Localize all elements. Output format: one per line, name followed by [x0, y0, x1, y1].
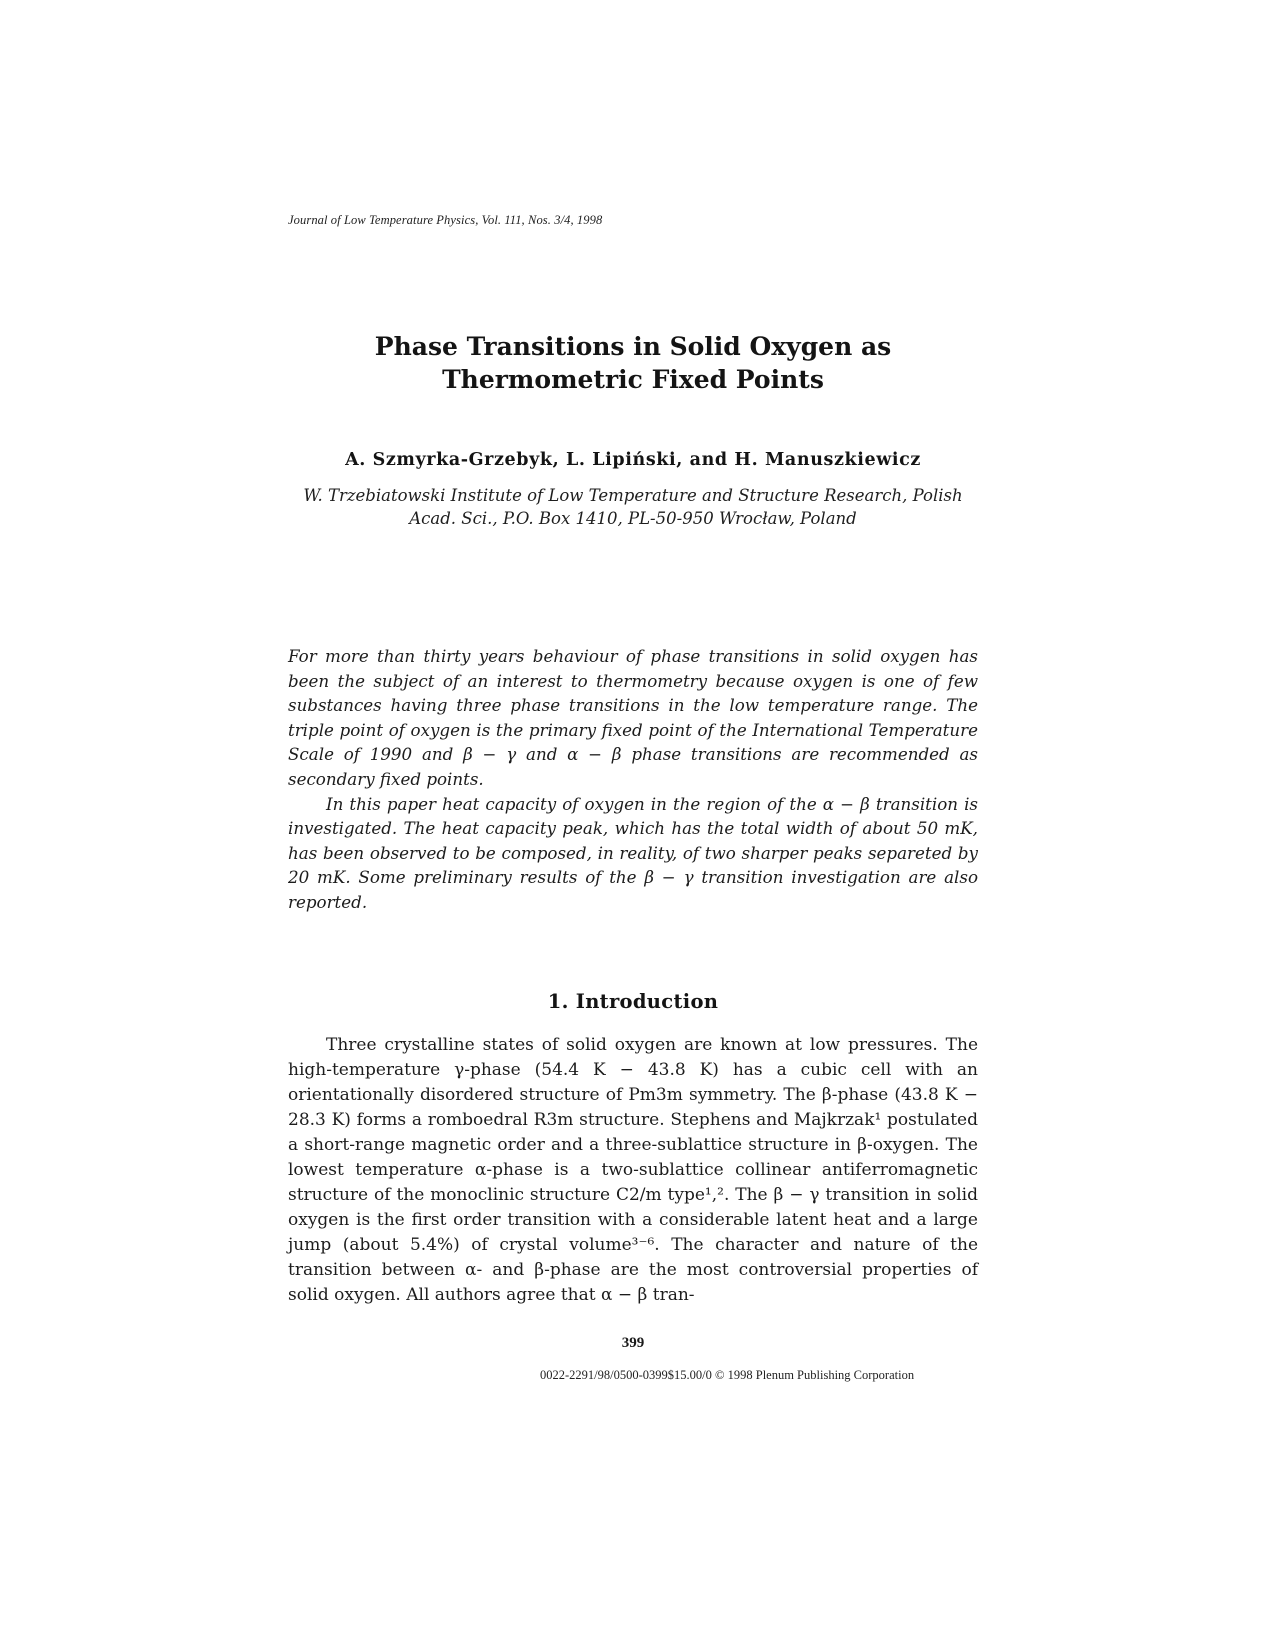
- affiliation: [300, 484, 966, 530]
- abstract-paragraph-1: For more than thirty years behaviour of phase transitions in solid oxygen has been the subject of an interest to thermometry because oxygen is one of few substances having three phase transitions in the low temperature range. The triple point of oxygen is the primary fixed point of the International Temperature Scale of 1990 and β − γ and α − β phase transitions are recommended as secondary fixed points.: [288, 646, 978, 789]
- page-number: 399: [621, 1335, 645, 1351]
- section-heading: 1. Introduction: [547, 990, 719, 1013]
- title-line-2: Thermometric Fixed Points: [442, 365, 824, 394]
- author-list: A. Szmyrka-Grzebyk, L. Lipiński, and H. Manuszkiewicz: [345, 450, 921, 470]
- abstract-paragraph-2: In this paper heat capacity of oxygen in the region of the α − β transition is investigated. The heat capacity peak, which has the total width of about 50 mK, has been observed to be composed, in reality, of two sharper peaks separeted by 20 mK. Some preliminary results of the β − γ transition investigation are also reported.: [288, 793, 978, 912]
- affiliation-line-1: W. Trzebiatowski Institute of Low Temperature and Structure Research, Polish: [303, 486, 963, 505]
- copyright-line: 0022-2291/98/0500-0399$15.00/0 © 1998 Plenum Publishing Corporation: [540, 1368, 915, 1382]
- journal-header: Journal of Low Temperature Physics, Vol. 111, Nos. 3/4, 1998: [288, 213, 603, 227]
- abstract: [288, 644, 978, 915]
- title-line-1: Phase Transitions in Solid Oxygen as: [374, 332, 892, 361]
- introduction-paragraph: Three crystalline states of solid oxygen are known at low pressures. The high-temperature γ-phase (54.4 K − 43.8 K) has a cubic cell with an orientationally disordered structure of Pm3m symmetry. The β-phase (43.8 K − 28.3 K) forms a romboedral R3m structure. Stephens and Majkrzak¹ postulated a short-range magnetic order and a three-sublattice structure in β-oxygen. The lowest temperature α-phase is a two-sublattice collinear antiferromagnetic structure of the monoclinic structure C2/m type¹,². The β − γ transition in solid oxygen is the first order transition with a considerable latent heat and a large jump (about 5.4%) of crystal volume³⁻⁶. The character and nature of the transition between α- and β-phase are the most controversial properties of solid oxygen. All authors agree that α − β tran-: [288, 1035, 978, 1305]
- article-title: [288, 330, 978, 396]
- affiliation-line-2: Acad. Sci., P.O. Box 1410, PL-50-950 Wrocław, Poland: [409, 509, 857, 528]
